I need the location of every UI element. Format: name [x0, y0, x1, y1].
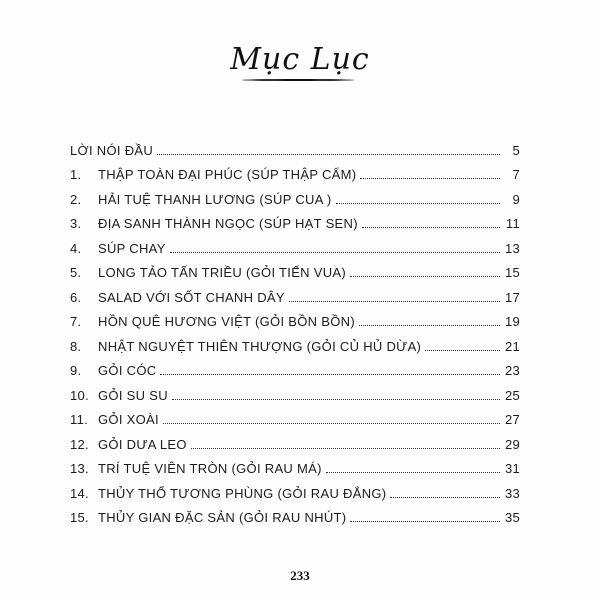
toc-entry-number: 1.: [70, 167, 82, 182]
toc-entry-title: NHẬT NGUYỆT THIÊN THƯỢNG (GỎI CỦ HỦ DỪA): [98, 338, 422, 354]
toc-entry[interactable]: [70, 231, 520, 256]
dot-leader: [350, 276, 500, 277]
toc-entry-number: 15.: [70, 510, 89, 525]
toc-entry[interactable]: [70, 378, 520, 403]
toc-entry[interactable]: [70, 256, 520, 281]
dot-leader: [425, 350, 500, 351]
dot-leader: [191, 448, 500, 449]
toc-entry-number: 12.: [70, 436, 89, 452]
dot-leader: [336, 203, 500, 204]
title-underline: [242, 79, 354, 81]
dot-leader: [350, 521, 500, 522]
dot-leader: [390, 497, 500, 498]
toc-entry-title: SALAD VỚI SỐT CHANH DÂY: [98, 289, 285, 305]
toc-entry-page: 35: [504, 510, 520, 525]
toc-entry-number: 10.: [70, 387, 89, 403]
toc-entry-number: 9.: [70, 363, 82, 378]
toc-entry-number: 8.: [70, 338, 82, 354]
toc-entry[interactable]: [70, 133, 520, 158]
toc-entry-page: 13: [504, 240, 520, 256]
toc-entry[interactable]: [70, 207, 520, 232]
toc-entry-title: SÚP CHAY: [98, 240, 166, 256]
toc-entry[interactable]: [70, 158, 520, 183]
toc-entry-page: 33: [504, 485, 520, 501]
toc-entry[interactable]: [70, 354, 520, 379]
toc-entry-title: GỎI SU SU: [98, 387, 168, 403]
toc-entry-page: 25: [504, 387, 520, 403]
toc-entry-title: LỜI NÓI ĐẦU: [70, 142, 154, 158]
dot-leader: [289, 301, 500, 302]
toc-entry-title: TRÍ TUỆ VIÊN TRÒN (GỎI RAU MÁ): [98, 461, 322, 476]
dot-leader: [170, 252, 500, 253]
toc-entry-title: GỎI DƯA LEO: [98, 436, 187, 452]
toc-entry-page: 29: [504, 436, 520, 452]
toc-entry-page: 31: [504, 461, 520, 476]
toc-entry[interactable]: [70, 280, 520, 305]
toc-entry-number: 4.: [70, 240, 82, 256]
toc-entry-number: 5.: [70, 265, 82, 280]
toc-entry-number: 6.: [70, 289, 82, 305]
toc-entry-title: THỦY THỔ TƯƠNG PHÙNG (GỎI RAU ĐẮNG): [98, 485, 387, 501]
toc-entry[interactable]: [70, 403, 520, 428]
dot-leader: [326, 472, 500, 473]
toc-entry-title: THẬP TOÀN ĐẠI PHÚC (SÚP THẬP CẨM): [98, 167, 357, 182]
dot-leader: [157, 154, 500, 155]
toc-entry-number: 2.: [70, 191, 82, 207]
toc-entry-title: GỎI XOÀI: [98, 412, 159, 427]
toc-entry[interactable]: [70, 427, 520, 452]
toc-entry-page: 9: [512, 191, 520, 207]
table-of-contents: [70, 133, 520, 525]
toc-entry-page: 23: [504, 363, 520, 378]
toc-entry-page: 27: [504, 412, 520, 427]
toc-entry[interactable]: [70, 476, 520, 501]
toc-entry-page: 17: [504, 289, 520, 305]
dot-leader: [360, 178, 500, 179]
dot-leader: [160, 374, 500, 375]
toc-entry-title: ĐỊA SANH THÀNH NGỌC (SÚP HẠT SEN): [98, 216, 358, 231]
page-title: Mục Lục: [230, 42, 370, 77]
toc-entry-page: 19: [504, 314, 520, 329]
toc-entry-title: GỎI CÓC: [98, 363, 157, 378]
toc-entry-page: 11: [505, 216, 520, 231]
toc-entry-number: 14.: [70, 485, 89, 501]
dot-leader: [163, 423, 500, 424]
toc-entry-title: THỦY GIAN ĐẶC SẢN (GỎI RAU NHÚT): [98, 510, 347, 525]
toc-entry[interactable]: [70, 182, 520, 207]
toc-entry[interactable]: [70, 452, 520, 477]
toc-entry-page: 15: [504, 265, 520, 280]
toc-entry-number: 13.: [70, 461, 89, 476]
toc-entry[interactable]: [70, 329, 520, 354]
toc-entry-title: LONG TẢO TẤN TRIỀU (GỎI TIẾN VUA): [98, 265, 347, 280]
toc-entry-page: 7: [512, 167, 520, 182]
dot-leader: [359, 325, 500, 326]
toc-entry-number: 11.: [70, 412, 89, 427]
toc-entry-page: 5: [512, 142, 520, 158]
page-number: 233: [290, 568, 310, 583]
dot-leader: [172, 399, 500, 400]
toc-entry-title: HỒN QUÊ HƯƠNG VIỆT (GỎI BỒN BỒN): [98, 314, 355, 329]
dot-leader: [362, 227, 500, 228]
toc-entry-title: HẢI TUỆ THANH LƯƠNG (SÚP CUA ): [98, 191, 332, 207]
toc-entry-number: 7.: [70, 314, 82, 329]
toc-entry[interactable]: [70, 501, 520, 526]
toc-entry-number: 3.: [70, 216, 82, 231]
toc-entry[interactable]: [70, 305, 520, 330]
toc-entry-page: 21: [504, 338, 520, 354]
